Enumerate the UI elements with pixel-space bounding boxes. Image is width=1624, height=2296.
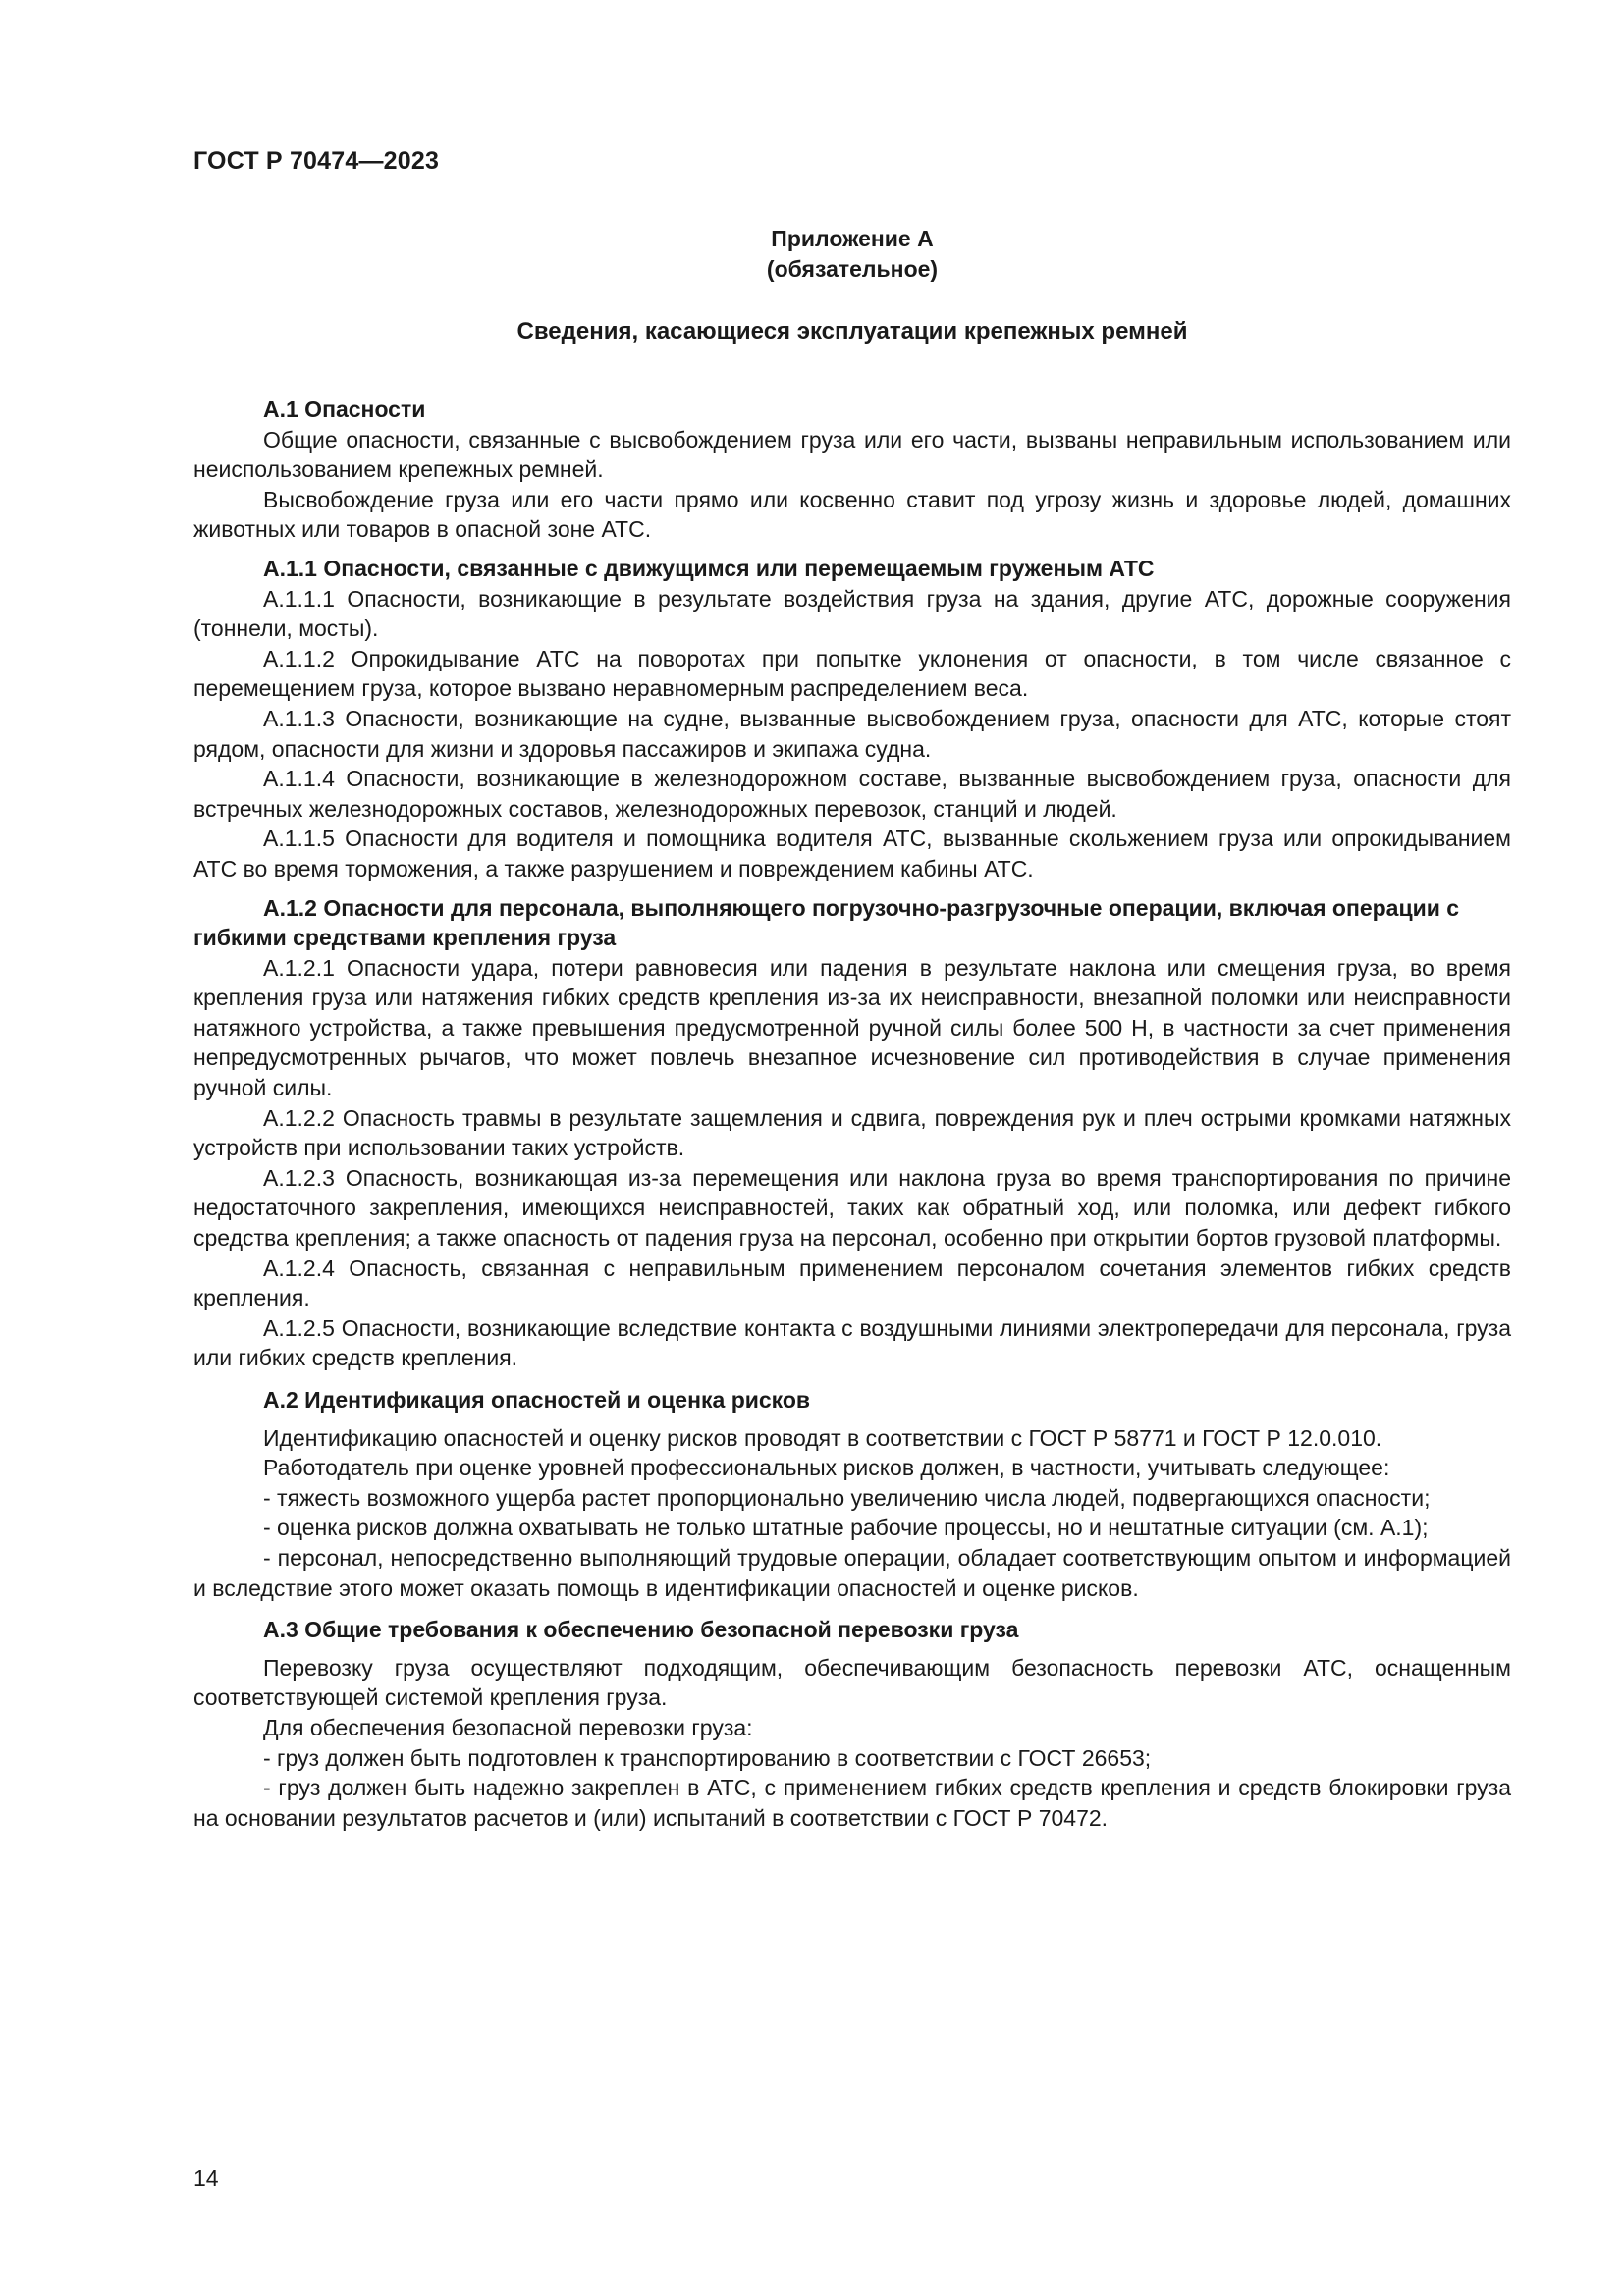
paragraph: Работодатель при оценке уровней профессиональных рисков должен, в частности, учитывать следующее: <box>263 1455 1390 1481</box>
paragraph: Общие опасности, связанные с высвобождением груза или его части, вызваны неправильным использованием или неиспользованием крепежных ремней. <box>193 426 1511 483</box>
section-heading-a1-2: А.1.2 Опасности для персонала, выполняющего погрузочно-разгрузочные операции, включая операции с гибкими средствами крепления груза <box>193 894 1460 951</box>
paragraph: А.1.1.3 Опасности, возникающие на судне, вызванные высвобождением груза, опасности для АТС, которые стоят рядом, опасности для жизни и здоровья пассажиров и экипажа судна. <box>193 705 1511 762</box>
paragraph: А.1.1.5 Опасности для водителя и помощника водителя АТС, вызванные скольжением груза или опрокидыванием АТС во время торможения, а также разрушением и повреждением кабины АТС. <box>193 826 1511 881</box>
section-heading-a1: А.1 Опасности <box>263 397 426 422</box>
section-heading-a1-1: А.1.1 Опасности, связанные с движущимся или перемещаемым груженым АТС <box>263 555 1155 581</box>
paragraph: Перевозку груза осуществляют подходящим, обеспечивающим безопасность перевозки АТС, оснащенным соответствующей системой крепления груза. <box>193 1654 1511 1711</box>
list-item: - груз должен быть надежно закреплен в АТС, с применением гибких средств крепления и средств блокировки груза на основании результатов расчетов и (или) испытаний в соответствии с ГОСТ Р 70472. <box>193 1775 1511 1831</box>
list-item: - персонал, непосредственно выполняющий трудовые операции, обладает соответствующим опытом и информацией и вследствие этого может оказать помощь в идентификации опасностей и оценке рисков. <box>193 1544 1511 1601</box>
paragraph: А.1.2.1 Опасности удара, потери равновесия или падения в результате наклона или смещения груза, во время крепления груза или натяжения гибких средств крепления из-за их неисправности, внезапной поломки или неисправности натяжного устройства, а также превышения предусмотренной ручной силы более 500 Н, в частности за счет применения непредусмотренных рычагов, что может повлечь внезапное исчезновение сил противодействия в случае применения ручной силы. <box>193 954 1511 1101</box>
paragraph: А.1.1.1 Опасности, возникающие в результате воздействия груза на здания, другие АТС, дорожные сооружения (тоннели, мосты). <box>193 585 1511 642</box>
document-body <box>193 395 1511 1833</box>
section-heading-a2: А.2 Идентификация опасностей и оценка рисков <box>263 1387 811 1413</box>
paragraph: А.1.1.4 Опасности, возникающие в железнодорожном составе, вызванные высвобождением груза, опасности для встречных железнодорожных составов, железнодорожных перевозок, станций и людей. <box>193 766 1511 822</box>
paragraph: Для обеспечения безопасной перевозки груза: <box>263 1714 753 1740</box>
paragraph: А.1.2.3 Опасность, возникающая из-за перемещения или наклона груза во время транспортирования по причине недостаточного закрепления, имеющихся неисправностей, таких как обратный ход, или поломка, или дефект гибкого средства крепления; а также опасность от падения груза на персонал, особенно при открытии бортов грузовой платформы. <box>193 1164 1511 1252</box>
list-item: - груз должен быть подготовлен к транспортированию в соответствии с ГОСТ 26653; <box>263 1744 1152 1771</box>
paragraph: А.1.2.5 Опасности, возникающие вследствие контакта с воздушными линиями электропередачи для персонала, груза или гибких средств крепления. <box>193 1314 1511 1371</box>
page-number: 14 <box>193 2165 219 2191</box>
list-item: - тяжесть возможного ущерба растет пропорционально увеличению числа людей, подвергающихся опасности; <box>263 1484 1431 1511</box>
paragraph: Высвобождение груза или его части прямо или косвенно ставит под угрозу жизнь и здоровье людей, домашних животных или товаров в опасной зоне АТС. <box>193 486 1511 543</box>
paragraph: А.1.1.2 Опрокидывание АТС на поворотах при попытке уклонения от опасности, в том числе связанное с перемещением груза, которое вызвано неравномерным распределением веса. <box>193 645 1511 702</box>
section-heading-a3: А.3 Общие требования к обеспечению безопасной перевозки груза <box>263 1617 1019 1643</box>
annex-title: Сведения, касающиеся эксплуатации крепежных ремней <box>516 318 1188 345</box>
annex-heading <box>193 224 1511 285</box>
annex-label: Приложение А <box>771 226 934 251</box>
document-header: ГОСТ Р 70474—2023 <box>193 147 440 175</box>
list-item: - оценка рисков должна охватывать не только штатные рабочие процессы, но и нештатные ситуации (см. А.1); <box>263 1515 1429 1541</box>
paragraph: Идентификацию опасностей и оценку рисков проводят в соответствии с ГОСТ Р 58771 и ГОСТ Р 12.0.010. <box>263 1424 1382 1451</box>
paragraph: А.1.2.4 Опасность, связанная с неправильным применением персоналом сочетания элементов гибких средств крепления. <box>193 1255 1511 1311</box>
annex-status: (обязательное) <box>766 256 939 282</box>
paragraph: А.1.2.2 Опасность травмы в результате защемления и сдвига, повреждения рук и плеч острыми кромками натяжных устройств при использовании таких устройств. <box>193 1104 1511 1161</box>
